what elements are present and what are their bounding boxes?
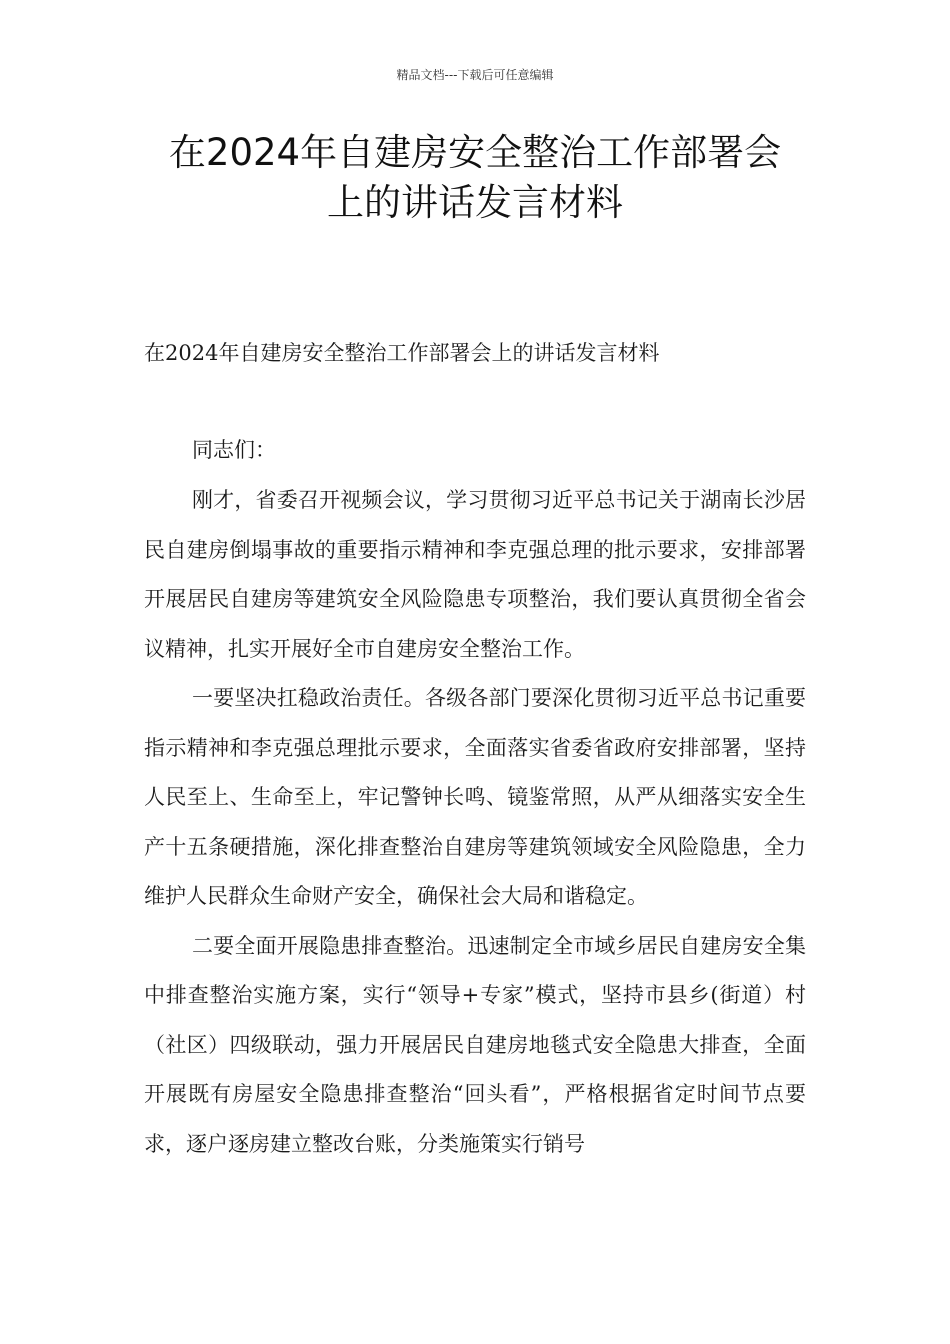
document-title <box>110 128 840 228</box>
paragraph-point-1: 一要坚决扛稳政治责任。各级各部门要深化贯彻习近平总书记重要指示精神和李克强总理批示要求，全面落实省委省政府安排部署，坚持人民至上、生命至上，牢记警钟长鸣、镜鉴常照，从严从细落实安全生产十五条硬措施，深化排查整治自建房等建筑领域安全风险隐患，全力维护人民群众生命财产安全，确保社会大局和谐稳定。 <box>144 686 806 908</box>
title-line-2: 上的讲话发言材料 <box>327 181 623 224</box>
paragraph-point-2: 二要全面开展隐患排查整治。迅速制定全市域乡居民自建房安全集中排查整治实施方案，实行“领导+专家”模式，坚持市县乡(街道）村（社区）四级联动，强力开展居民自建房地毯式安全隐患大排查，全面开展既有房屋安全隐患排查整治“回头看”，严格根据省定时间节点要求，逐户逐房建立整改台账，分类施策实行销号 <box>144 933 806 1156</box>
document-subtitle: 在2024年自建房安全整治工作部署会上的讲话发言材料 <box>144 341 660 365</box>
title-line-1: 在2024年自建房安全整治工作部署会 <box>168 131 782 174</box>
greeting: 同志们： <box>192 438 276 462</box>
document-body <box>144 476 806 1169</box>
header-note: 精品文档---下载后可任意编辑 <box>396 68 554 82</box>
paragraph-intro: 刚才，省委召开视频会议，学习贯彻习近平总书记关于湖南长沙居民自建房倒塌事故的重要指示精神和李克强总理的批示要求，安排部署开展居民自建房等建筑安全风险隐患专项整治，我们要认真贯彻全省会议精神，扎实开展好全市自建房安全整治工作。 <box>144 488 806 661</box>
